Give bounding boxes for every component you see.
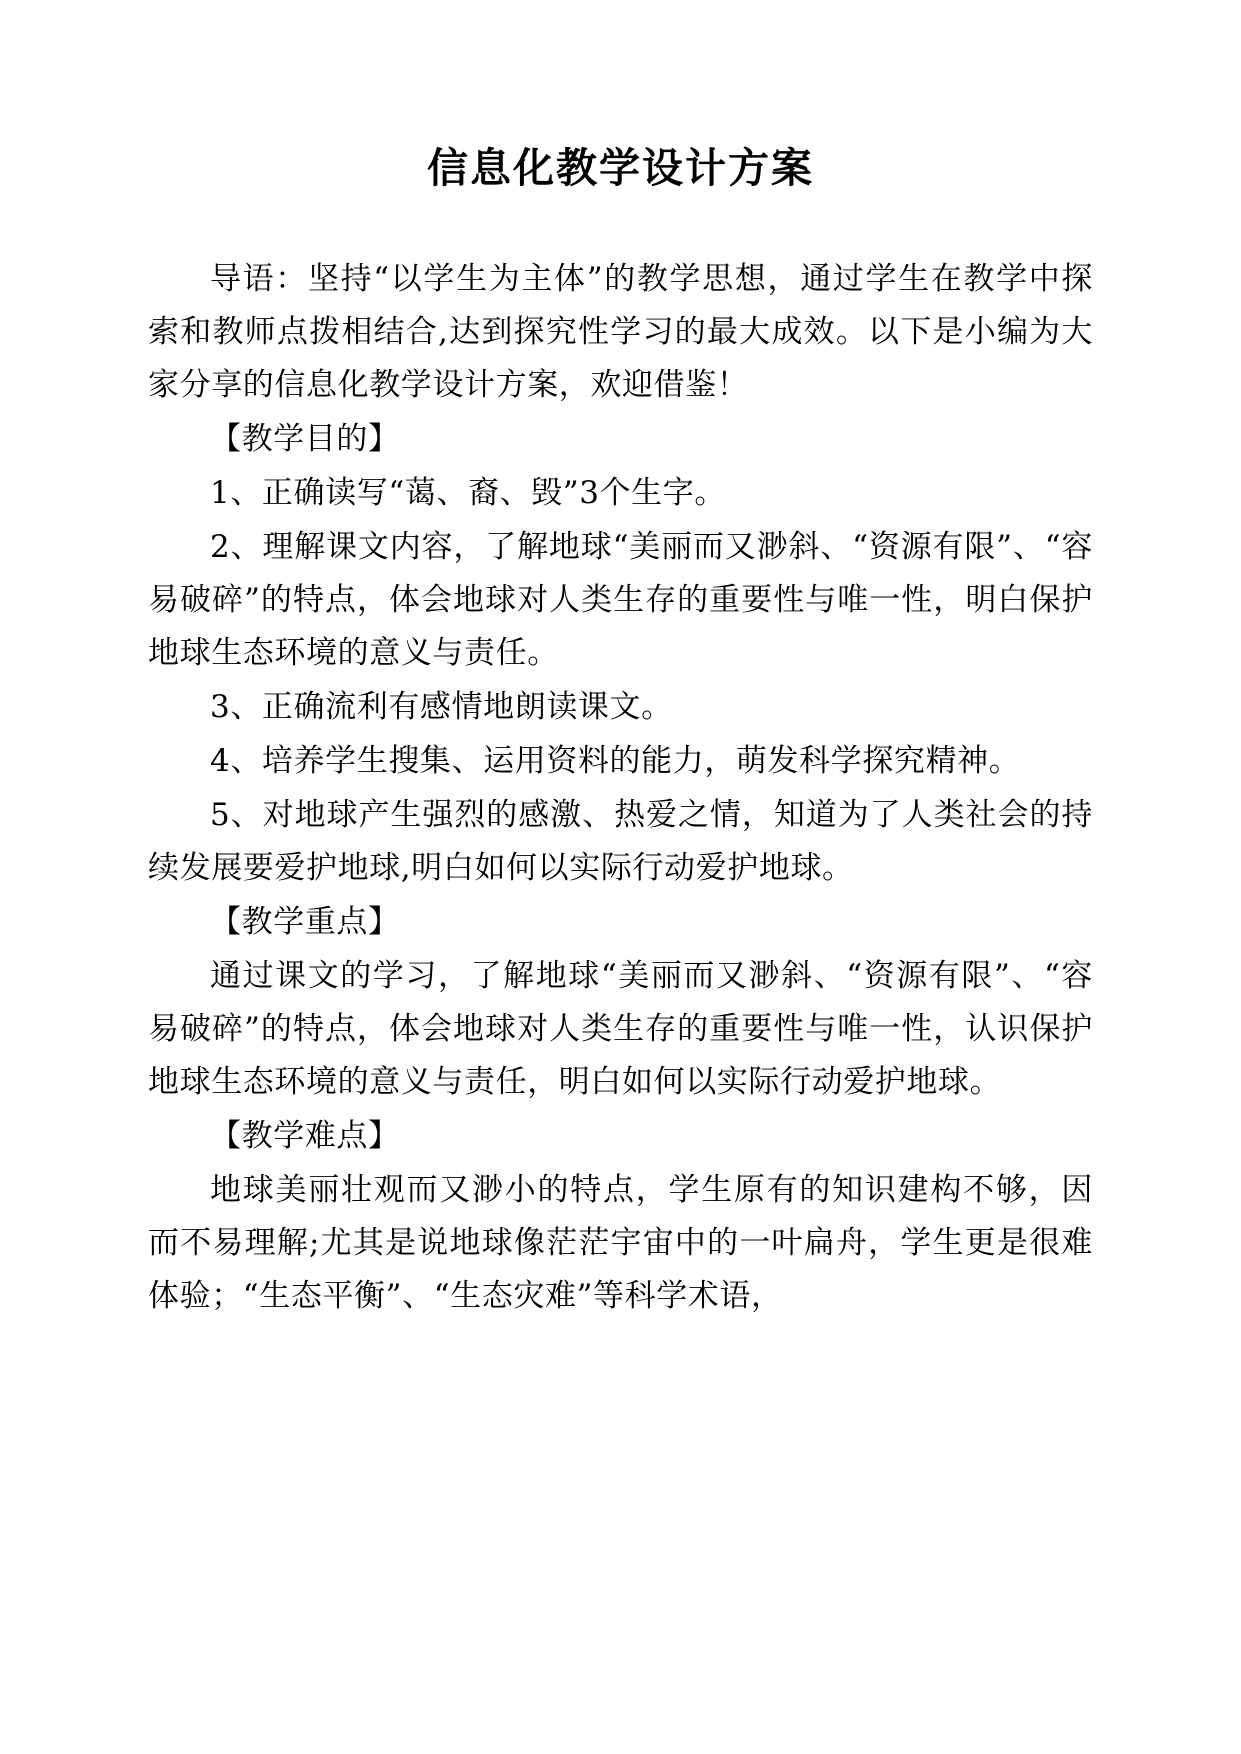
paragraph-objective-5: 5、对地球产生强烈的感激、热爱之情，知道为了人类社会的持续发展要爱护地球,明白如何以实际行动爱护地球。 [148,797,1093,887]
heading-teaching-focus: 【教学重点】 [210,904,400,941]
paragraph-objective-1: 1、正确读写“蔼、裔、毁”3个生字。 [210,475,726,512]
paragraph-teaching-focus-body: 通过课文的学习，了解地球“美丽而又渺斜、“资源有限”、“容易破碎”的特点，体会地球对人类生存的重要性与唯一性，认识保护地球生态环境的意义与责任，明白如何以实际行动爱护地球。 [148,958,1093,1101]
paragraph-teaching-difficulty-body: 地球美丽壮观而又渺小的特点，学生原有的知识建构不够，因而不易理解;尤其是说地球像茫茫宇宙中的一叶扁舟，学生更是很难体验；“生态平衡”、“生态灾难”等科学术语， [148,1172,1093,1315]
paragraph-objective-3: 3、正确流利有感情地朗读课文。 [210,689,673,726]
paragraph-objective-4: 4、培养学生搜集、运用资料的能力，萌发科学探究精神。 [210,743,1021,780]
heading-teaching-objectives: 【教学目的】 [210,421,400,458]
page-title: 信息化教学设计方案 [427,144,814,192]
document-body [148,253,1093,1323]
heading-teaching-difficulty: 【教学难点】 [210,1118,400,1155]
paragraph-objective-2: 2、理解课文内容，了解地球“美丽而又渺斜、“资源有限”、“容易破碎”的特点，体会地球对人类生存的重要性与唯一性，明白保护地球生态环境的意义与责任。 [148,529,1093,672]
paragraph-intro: 导语：坚持“以学生为主体”的教学思想，通过学生在教学中探索和教师点拨相结合,达到探究性学习的最大成效。以下是小编为大家分享的信息化教学设计方案，欢迎借鉴！ [148,261,1093,404]
